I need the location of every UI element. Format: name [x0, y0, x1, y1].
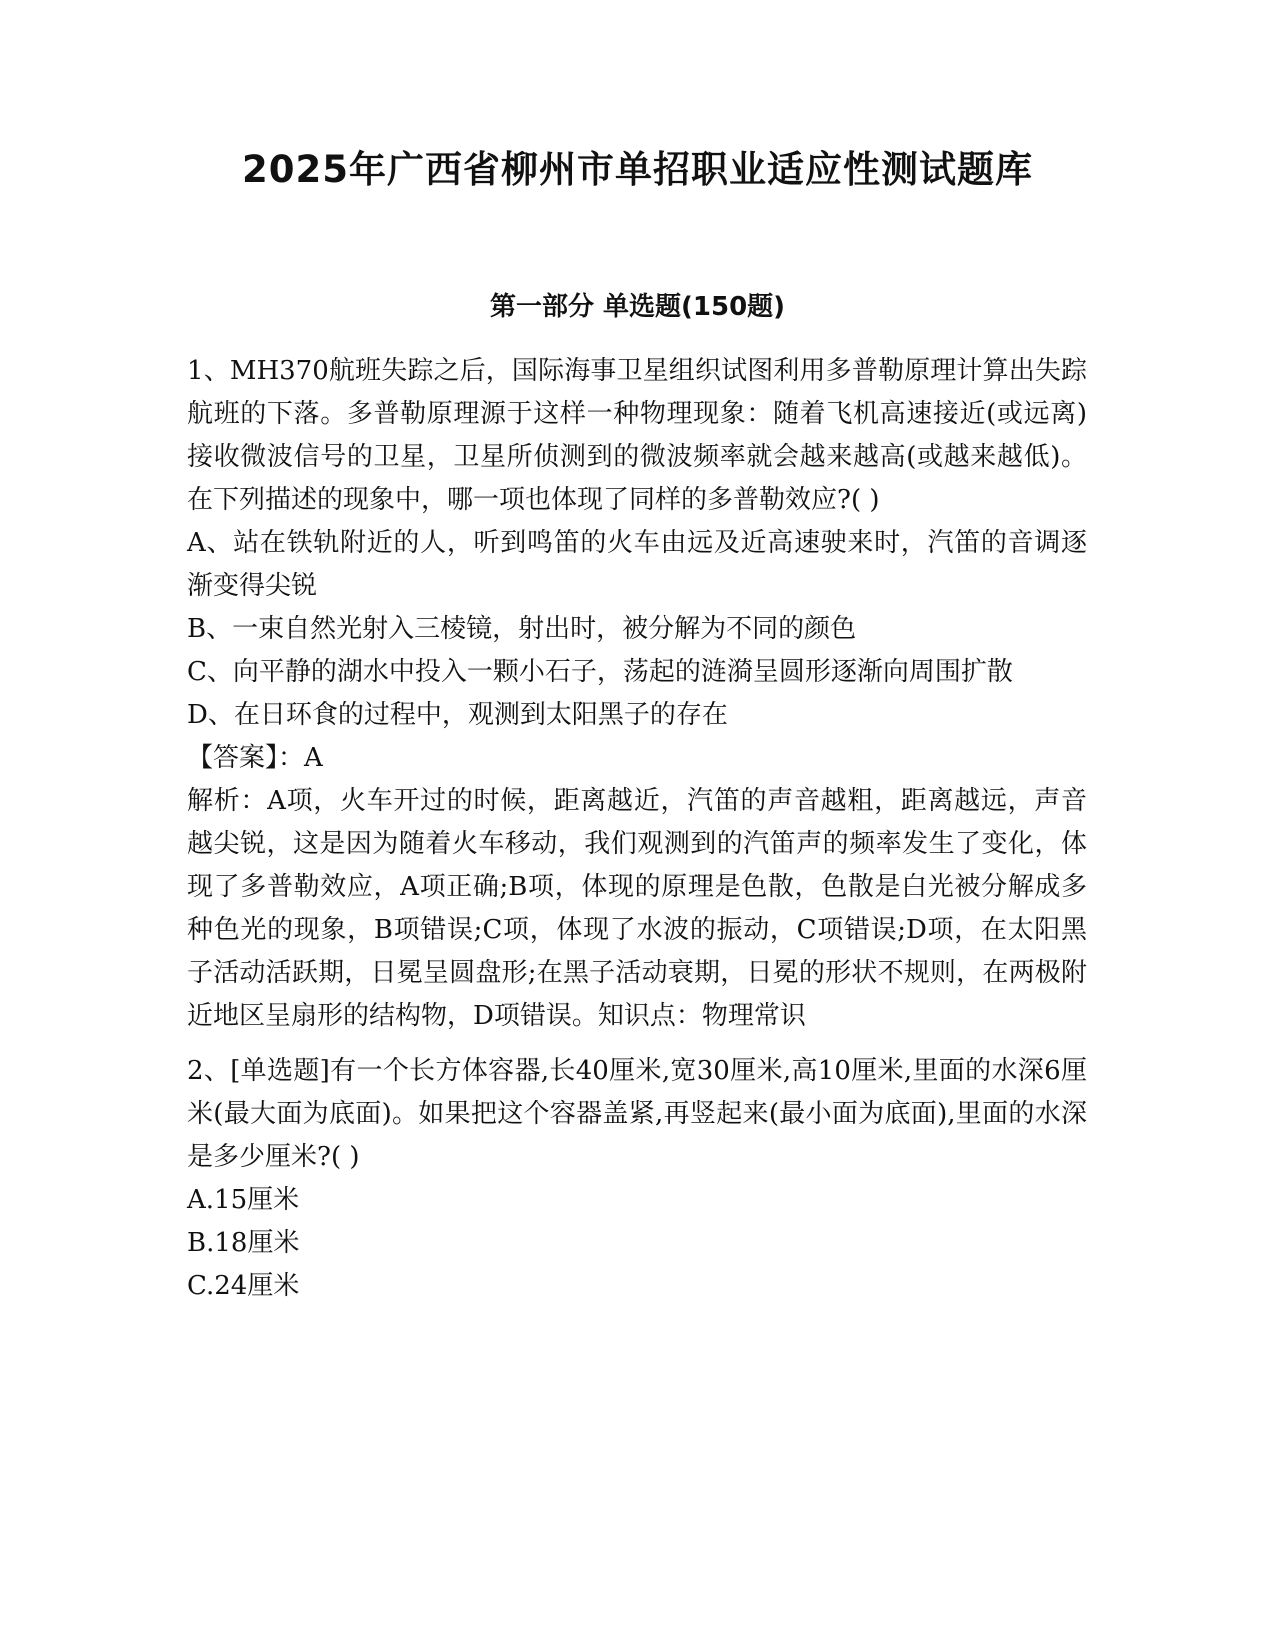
section-title: 第一部分 单选题(150题) [489, 292, 786, 322]
question-1-option-a: A、站在铁轨附近的人，听到鸣笛的火车由远及近高速驶来时，汽笛的音调逐渐变得尖锐 [187, 528, 1087, 601]
question-1-option-b: B、一束自然光射入三棱镜，射出时，被分解为不同的颜色 [187, 614, 857, 644]
question-2-option-a: A.15厘米 [187, 1185, 300, 1215]
document-title: 2025年广西省柳州市单招职业适应性测试题库 [242, 148, 1033, 191]
question-2-option-c: C.24厘米 [187, 1271, 300, 1301]
question-2-stem: 2、[单选题]有一个长方体容器,长40厘米,宽30厘米,高10厘米,里面的水深6厘米(最大面为底面)。如果把这个容器盖紧,再竖起来(最小面为底面),里面的水深是多少厘米?( ) [187, 1056, 1087, 1172]
question-1 [187, 350, 1087, 1038]
question-2 [187, 1050, 1087, 1308]
question-2-option-b: B.18厘米 [187, 1228, 300, 1258]
question-1-option-d: D、在日环食的过程中，观测到太阳黑子的存在 [187, 700, 728, 730]
question-list [187, 350, 1087, 1308]
question-1-analysis: 解析：A项，火车开过的时候，距离越近，汽笛的声音越粗，距离越远，声音越尖锐，这是因为随着火车移动，我们观测到的汽笛声的频率发生了变化，体现了多普勒效应，A项正确;B项，体现的原理是色散，色散是白光被分解成多种色光的现象，B项错误;C项，体现了水波的振动，C项错误;D项，在太阳黑子活动活跃期，日冕呈圆盘形;在黑子活动衰期，日冕的形状不规则，在两极附近地区呈扇形的结构物，D项错误。知识点：物理常识 [187, 786, 1087, 1031]
question-separator [187, 1038, 1087, 1050]
question-1-option-c: C、向平静的湖水中投入一颗小石子，荡起的涟漪呈圆形逐渐向周围扩散 [187, 657, 1013, 687]
question-1-stem: 1、MH370航班失踪之后，国际海事卫星组织试图利用多普勒原理计算出失踪航班的下落。多普勒原理源于这样一种物理现象：随着飞机高速接近(或远离)接收微波信号的卫星，卫星所侦测到的微波频率就会越来越高(或越来越低)。在下列描述的现象中，哪一项也体现了同样的多普勒效应?( ) [187, 356, 1087, 515]
question-1-answer: 【答案】：A [187, 743, 323, 773]
